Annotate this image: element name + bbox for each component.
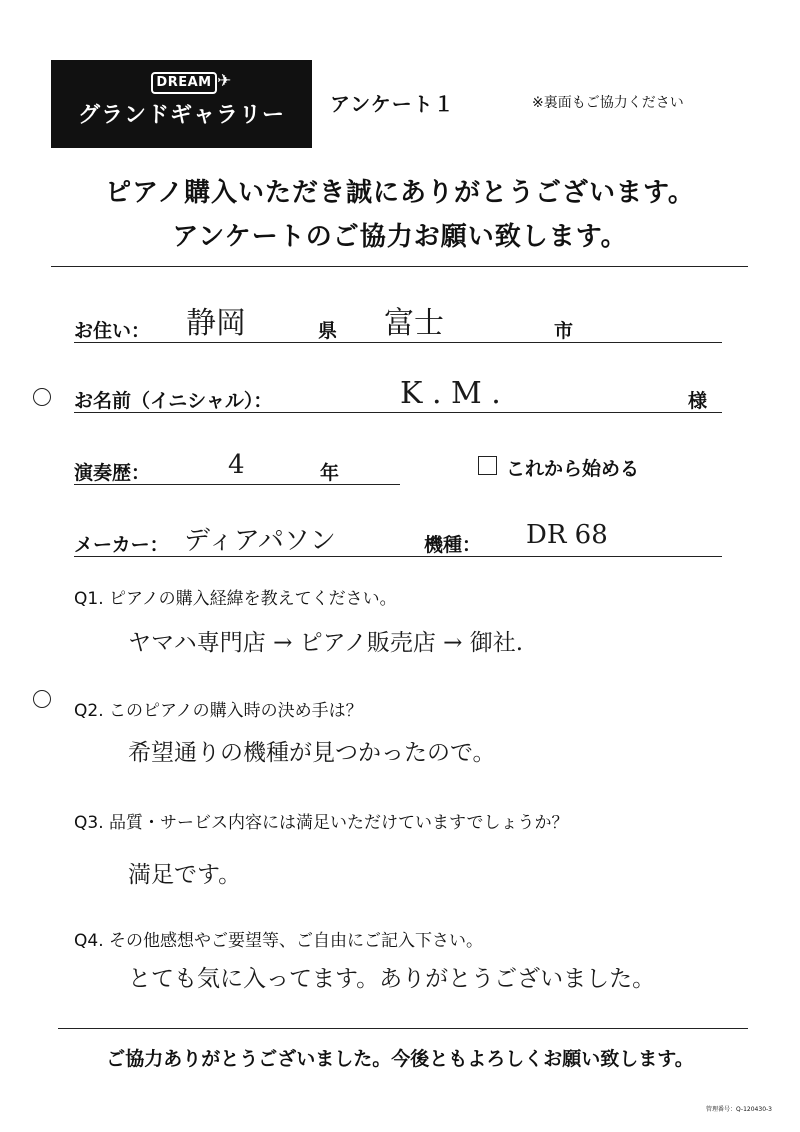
answer-2[interactable]: 希望通りの機種が見つかったので。 <box>128 740 496 766</box>
question-2: Q2. このピアノの購入時の決め手は？ <box>74 701 363 721</box>
address-underline <box>74 342 722 343</box>
prefecture-field[interactable]: 静岡 <box>186 306 246 341</box>
experience-underline <box>74 484 400 485</box>
footer-divider <box>58 1028 748 1029</box>
honorific-suffix: 様 <box>688 390 708 412</box>
airplane-icon: ✈ <box>217 71 232 91</box>
model-field[interactable]: DR 68 <box>526 520 608 550</box>
header-divider <box>51 266 748 267</box>
beginner-option-label: これから始める <box>506 458 640 480</box>
question-1: Q1. ピアノの購入経緯を教えてください。 <box>74 589 397 609</box>
beginner-checkbox[interactable] <box>478 456 497 475</box>
management-number: 管理番号：Q-120430-3 <box>706 1106 772 1113</box>
name-label: お名前（イニシャル）： <box>74 390 273 412</box>
margin-circle-mark <box>33 388 51 406</box>
city-unit: 市 <box>554 320 574 342</box>
name-underline <box>74 412 722 413</box>
logo-badge: DREAM <box>151 72 217 94</box>
city-field[interactable]: 富士 <box>384 306 444 341</box>
answer-3[interactable]: 満足です。 <box>128 862 242 888</box>
experience-years-field[interactable]: 4 <box>228 450 245 480</box>
thanks-heading-line1: ピアノ購入いただき誠にありがとうございます。 <box>105 178 695 208</box>
brand-logo <box>51 60 312 148</box>
model-label: 機種： <box>424 534 482 556</box>
question-3: Q3. 品質・サービス内容には満足いただけていますでしょうか？ <box>74 813 569 833</box>
address-label: お住い： <box>74 320 151 342</box>
prefecture-unit: 県 <box>318 320 338 342</box>
question-4: Q4. その他感想やご要望等、ご自由にご記入下さい。 <box>74 931 484 951</box>
answer-1[interactable]: ヤマハ専門店 → ピアノ販売店 → 御社. <box>128 630 524 656</box>
reverse-side-note: ※裏面もご協力ください <box>532 95 684 111</box>
maker-underline <box>74 556 722 557</box>
initials-field[interactable]: K . M . <box>400 376 501 411</box>
experience-unit: 年 <box>320 462 340 484</box>
margin-circle-mark <box>33 690 51 708</box>
experience-label: 演奏歴： <box>74 462 151 484</box>
survey-title: アンケート１ <box>330 92 455 116</box>
maker-field[interactable]: ディアパソン <box>184 526 336 556</box>
logo-name: グランドギャラリー <box>77 103 285 128</box>
closing-message: ご協力ありがとうございました。今後ともよろしくお願い致します。 <box>106 1048 694 1070</box>
answer-4[interactable]: とても気に入ってます。ありがとうございました。 <box>128 966 656 992</box>
thanks-heading-line2: アンケートのご協力お願い致します。 <box>172 222 628 252</box>
maker-label: メーカー： <box>74 534 169 556</box>
